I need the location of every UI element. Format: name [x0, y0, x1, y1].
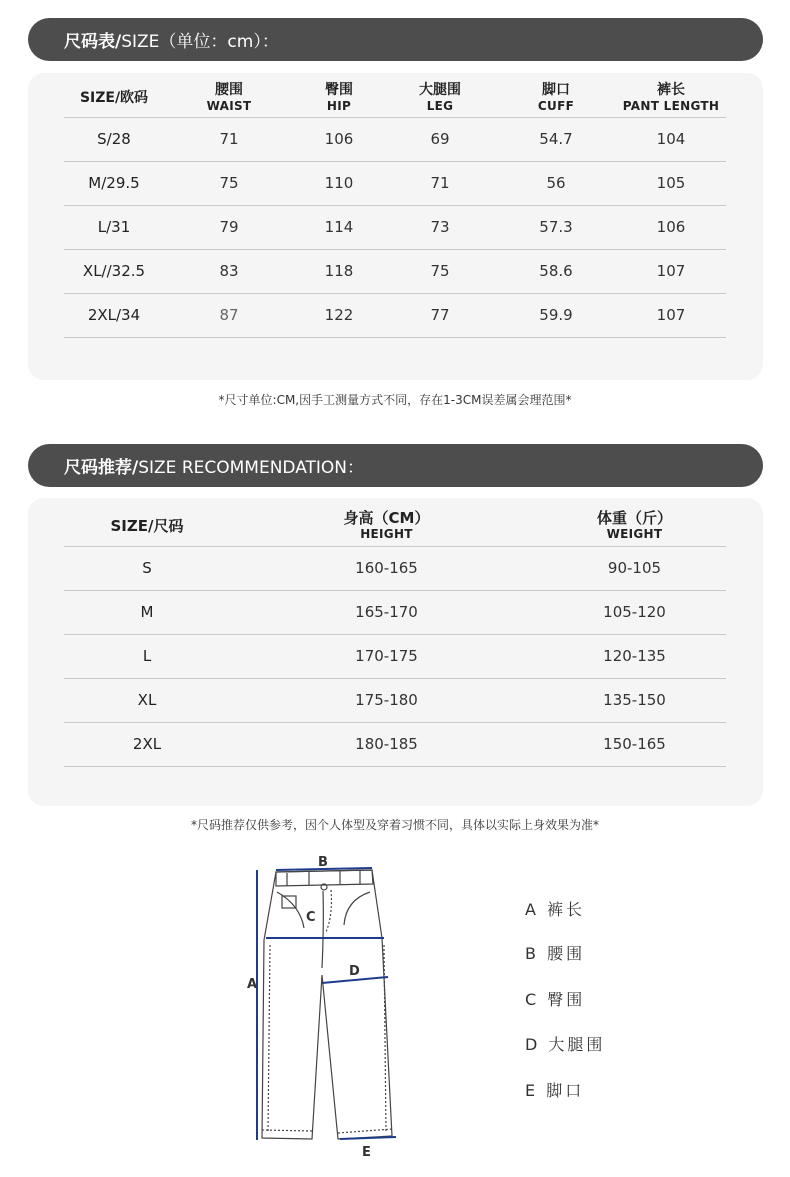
- value-cell: 105: [616, 161, 726, 205]
- size-chart-header: 脚口 CUFF: [537, 81, 575, 113]
- value-cell: 106: [294, 117, 384, 161]
- value-cell: 104: [616, 117, 726, 161]
- size-chart-header: 裤长 PANT LENGTH: [622, 81, 720, 113]
- value-cell: 54.7: [496, 117, 616, 161]
- size-chart-title-bold: 尺码表/: [64, 32, 122, 52]
- size-recommendation-title-rest: SIZE RECOMMENDATION：: [138, 458, 365, 478]
- size-cell: S/28: [64, 117, 164, 161]
- value-cell: 73: [384, 205, 496, 249]
- label-a: A: [247, 977, 258, 992]
- size-chart-title-rest: SIZE（单位：cm）：: [121, 32, 279, 52]
- value-cell: 83: [164, 249, 294, 293]
- value-cell: 79: [164, 205, 294, 249]
- height-cell: 170-175: [230, 634, 543, 678]
- value-cell: 69: [384, 117, 496, 161]
- height-cell: 180-185: [230, 722, 543, 766]
- legend-item-a: A 裤长: [525, 900, 586, 919]
- value-cell: 71: [384, 161, 496, 205]
- left-pocket: [277, 892, 304, 928]
- size-chart-header: 臀围 HIP: [325, 81, 353, 113]
- size-cell: M: [64, 590, 230, 634]
- size-chart-header: SIZE/欧码: [79, 89, 149, 106]
- value-cell: 122: [294, 293, 384, 337]
- label-c: C: [306, 910, 316, 925]
- legend-item-b: B 腰围: [525, 944, 586, 963]
- value-cell: 75: [164, 161, 294, 205]
- size-cell: S: [64, 546, 230, 590]
- value-cell: 106: [616, 205, 726, 249]
- pants-outline: [262, 870, 392, 1139]
- size-chart-note: *尺寸单位:CM,因手工测量方式不同，存在1-3CM误差属会理范围*: [218, 393, 572, 407]
- value-cell: 110: [294, 161, 384, 205]
- label-b: B: [318, 855, 328, 870]
- value-cell: 71: [164, 117, 294, 161]
- value-cell: 77: [384, 293, 496, 337]
- value-cell: 118: [294, 249, 384, 293]
- value-cell: 107: [616, 293, 726, 337]
- size-cell: M/29.5: [64, 161, 164, 205]
- value-cell: 56: [496, 161, 616, 205]
- weight-cell: 150-165: [543, 722, 726, 766]
- value-cell: 57.3: [496, 205, 616, 249]
- size-recommendation-header: 体重（斤） WEIGHT: [596, 508, 672, 541]
- size-recommendation-title-bold: 尺码推荐/: [64, 458, 139, 478]
- size-cell: L: [64, 634, 230, 678]
- weight-cell: 120-135: [543, 634, 726, 678]
- value-cell: 58.6: [496, 249, 616, 293]
- right-pocket: [344, 892, 370, 925]
- height-cell: 160-165: [230, 546, 543, 590]
- weight-cell: 105-120: [543, 590, 726, 634]
- legend-item-e: E 脚口: [525, 1081, 585, 1100]
- size-cell: XL: [64, 678, 230, 722]
- weight-cell: 135-150: [543, 678, 726, 722]
- size-cell: 2XL: [64, 722, 230, 766]
- legend-item-c: C 臀围: [525, 990, 586, 1009]
- size-cell: L/31: [64, 205, 164, 249]
- value-cell: 75: [384, 249, 496, 293]
- value-cell: 114: [294, 205, 384, 249]
- size-recommendation-note: *尺码推荐仅供参考，因个人体型及穿着习惯不同，具体以实际上身效果为准*: [190, 818, 599, 832]
- value-cell: 107: [616, 249, 726, 293]
- size-chart-header: 腰围 WAIST: [206, 81, 252, 113]
- label-e: E: [362, 1145, 371, 1160]
- weight-cell: 90-105: [543, 546, 726, 590]
- height-cell: 165-170: [230, 590, 543, 634]
- size-cell: XL//32.5: [64, 249, 164, 293]
- measure-line-e: [340, 1137, 396, 1139]
- size-recommendation-header: 身高（CM） HEIGHT: [343, 508, 430, 541]
- label-d: D: [349, 964, 360, 979]
- value-cell: 59.9: [496, 293, 616, 337]
- size-cell: 2XL/34: [64, 293, 164, 337]
- value-cell: 87: [164, 293, 294, 337]
- height-cell: 175-180: [230, 678, 543, 722]
- size-recommendation-header: SIZE/尺码: [110, 516, 184, 535]
- size-chart-header: 大腿围 LEG: [419, 81, 461, 113]
- legend-item-d: D 大腿围: [525, 1035, 606, 1054]
